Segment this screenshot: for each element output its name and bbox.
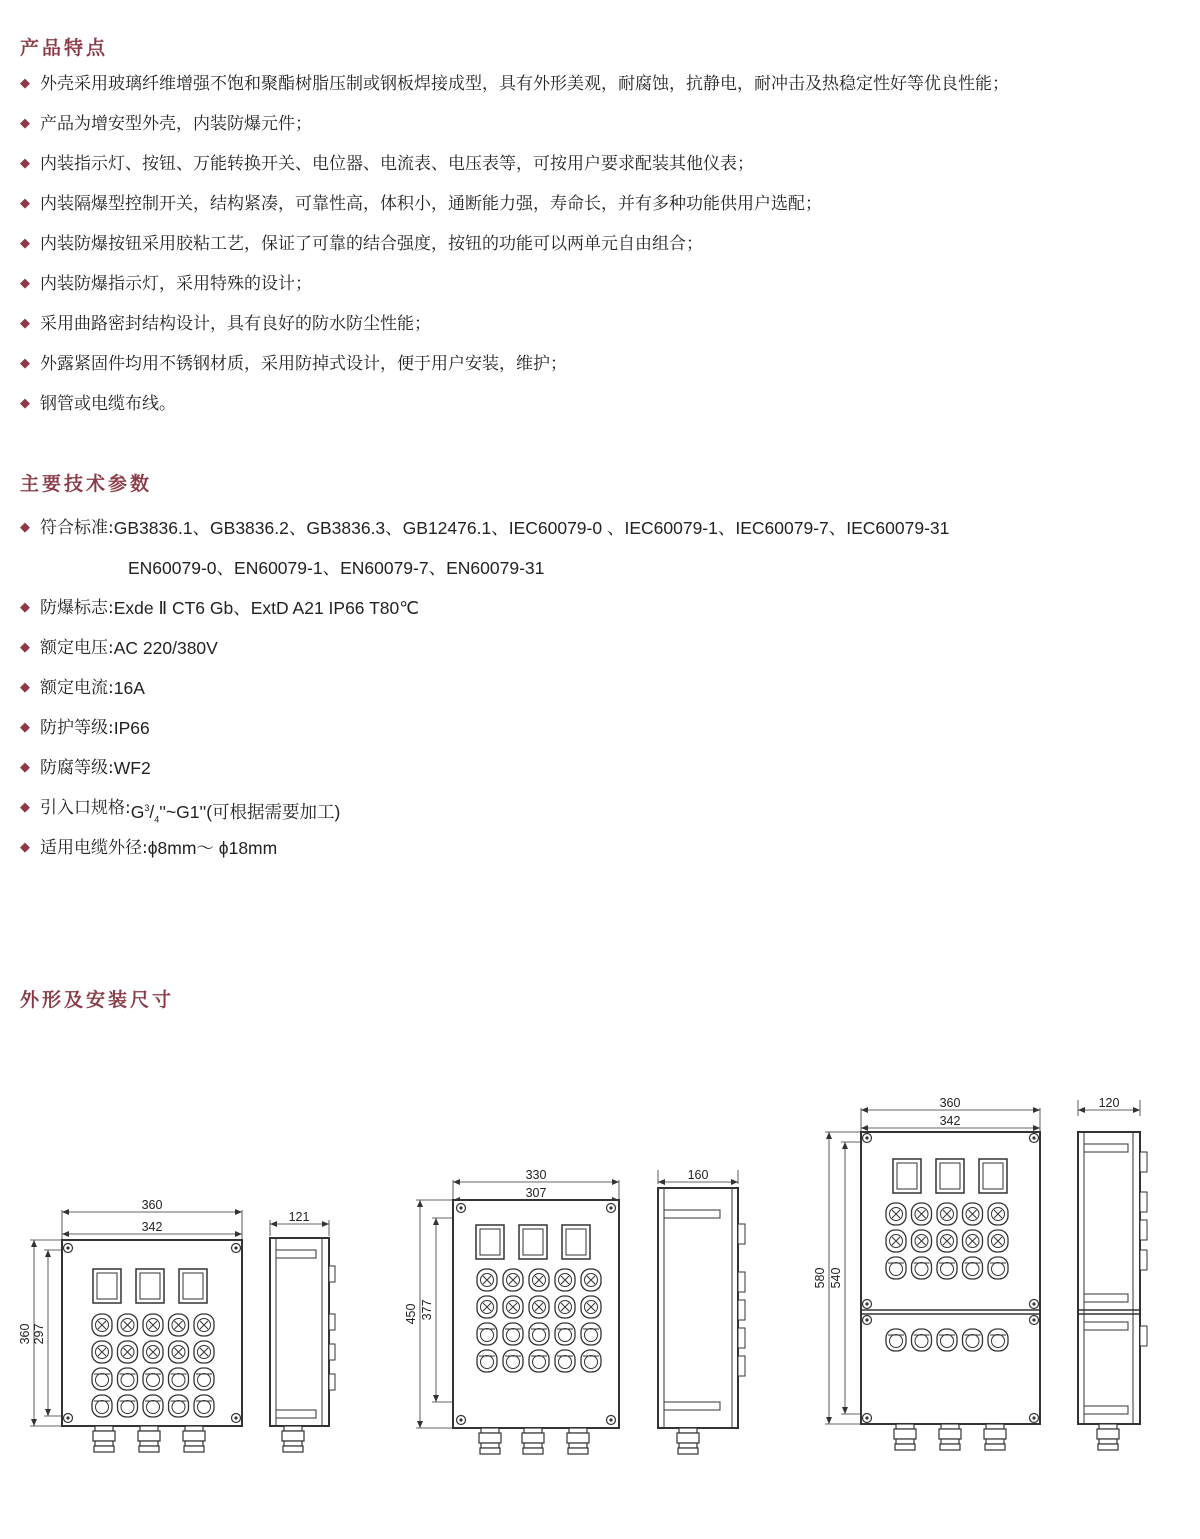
push-button-icon: [963, 1329, 983, 1351]
diamond-bullet-icon: ◆: [20, 196, 30, 211]
selector-button-icon: [118, 1314, 138, 1336]
push-button-icon: [118, 1368, 138, 1390]
selector-button-icon: [963, 1230, 983, 1252]
selector-button-icon: [143, 1314, 163, 1336]
list-item: ◆ 引入口规格: $G^3/_4''\sim G1''$(可根据需要加工): [20, 794, 1195, 834]
push-button-icon: [503, 1350, 523, 1372]
list-item: ◆ 适用电缆外径: ϕ8mm～ ϕ18mm: [20, 834, 1195, 874]
list-item: ◆ 外露紧固件均用不锈钢材质，采用防掉式设计，便于用户安装，维护；: [20, 350, 1195, 390]
selector-button-icon: [581, 1296, 601, 1318]
selector-button-icon: [912, 1230, 932, 1252]
push-button-icon: [988, 1257, 1008, 1279]
diamond-bullet-icon: ◆: [20, 316, 30, 331]
cable-gland-icon: [894, 1424, 916, 1450]
drawing-2-side-view: [658, 1168, 745, 1454]
push-button-icon: [555, 1350, 575, 1372]
push-button-icon: [169, 1395, 189, 1417]
screw-icon: [232, 1244, 241, 1253]
diamond-bullet-icon: ◆: [20, 276, 30, 291]
features-heading: 产品特点: [20, 37, 109, 59]
list-item: ◆ 产品为增安型外壳，内装防爆元件；: [20, 110, 1195, 150]
push-button-icon: [581, 1350, 601, 1372]
selector-button-icon: [988, 1203, 1008, 1225]
cable-gland-icon: [282, 1426, 304, 1452]
indicator-lamp-icon: [476, 1225, 504, 1259]
diamond-bullet-icon: ◆: [20, 156, 30, 171]
cable-gland-icon: [138, 1426, 160, 1452]
push-button-icon: [886, 1257, 906, 1279]
selector-button-icon: [503, 1296, 523, 1318]
drawing-3-side-view: [1078, 1096, 1147, 1450]
push-button-icon: [912, 1329, 932, 1351]
cable-gland-icon: [1097, 1424, 1119, 1450]
diamond-bullet-icon: ◆: [20, 760, 30, 775]
screw-icon: [64, 1414, 73, 1423]
dimension-label: 580: [813, 1267, 827, 1289]
push-button-icon: [503, 1323, 523, 1345]
screw-icon: [863, 1414, 872, 1423]
selector-button-icon: [886, 1203, 906, 1225]
push-button-icon: [92, 1395, 112, 1417]
push-button-icon: [529, 1350, 549, 1372]
screw-icon: [607, 1204, 616, 1213]
diamond-bullet-icon: ◆: [20, 800, 30, 815]
selector-button-icon: [143, 1341, 163, 1363]
screw-icon: [863, 1316, 872, 1325]
dimension-label: 360: [141, 1198, 163, 1212]
dimension-label: 342: [141, 1220, 163, 1234]
selector-button-icon: [118, 1341, 138, 1363]
dimension-label: 342: [939, 1114, 961, 1128]
selector-button-icon: [529, 1269, 549, 1291]
push-button-icon: [477, 1350, 497, 1372]
diamond-bullet-icon: ◆: [20, 840, 30, 855]
list-item: ◆ 防爆标志: Exde Ⅱ CT6 Gb、ExtD A21 IP66 T80℃: [20, 594, 1195, 634]
cable-gland-icon: [677, 1428, 699, 1454]
drawing-1-side-view: [270, 1210, 335, 1452]
dimension-label: 120: [1098, 1096, 1120, 1110]
list-item: ◆ 内装隔爆型控制开关，结构紧凑，可靠性高，体积小，通断能力强，寿命长，并有多种功能供用户选配；: [20, 190, 1195, 230]
cable-gland-icon: [984, 1424, 1006, 1450]
diamond-bullet-icon: ◆: [20, 640, 30, 655]
indicator-lamp-icon: [562, 1225, 590, 1259]
selector-button-icon: [503, 1269, 523, 1291]
selector-button-icon: [555, 1296, 575, 1318]
indicator-lamp-icon: [979, 1159, 1007, 1193]
specs-list: [20, 514, 1195, 874]
selector-button-icon: [912, 1203, 932, 1225]
selector-button-icon: [169, 1341, 189, 1363]
selector-button-icon: [555, 1269, 575, 1291]
push-button-icon: [529, 1323, 549, 1345]
dimension-label: 297: [32, 1323, 46, 1345]
diamond-bullet-icon: ◆: [20, 356, 30, 371]
screw-icon: [1030, 1300, 1039, 1309]
enclosure-side: [270, 1238, 329, 1426]
list-item: ◆ 外壳采用玻璃纤维增强不饱和聚酯树脂压制或钢板焊接成型，具有外形美观，耐腐蚀，抗静电，耐冲击及热稳定性好等优良性能；: [20, 70, 1195, 110]
list-item: ◆ 采用曲路密封结构设计，具有良好的防水防尘性能；: [20, 310, 1195, 350]
push-button-icon: [963, 1257, 983, 1279]
dimensions-heading: 外形及安装尺寸: [20, 989, 175, 1011]
list-item: ◆ 防护等级: IP66: [20, 714, 1195, 754]
cable-gland-icon: [93, 1426, 115, 1452]
dimension-label: 160: [687, 1168, 709, 1182]
push-button-icon: [555, 1323, 575, 1345]
push-button-icon: [143, 1395, 163, 1417]
push-button-icon: [477, 1323, 497, 1345]
cable-gland-icon: [522, 1428, 544, 1454]
push-button-icon: [194, 1368, 214, 1390]
dimension-label: 540: [829, 1267, 843, 1289]
screw-icon: [863, 1300, 872, 1309]
dimension-label: 360: [939, 1096, 961, 1110]
dimension-label: 121: [288, 1210, 310, 1224]
list-item: ◆ 额定电流: 16A: [20, 674, 1195, 714]
indicator-lamp-icon: [93, 1269, 121, 1303]
indicator-lamp-icon: [936, 1159, 964, 1193]
diamond-bullet-icon: ◆: [20, 680, 30, 695]
push-button-icon: [143, 1368, 163, 1390]
push-button-icon: [581, 1323, 601, 1345]
push-button-icon: [988, 1329, 1008, 1351]
list-item: ◆ 内装指示灯、按钮、万能转换开关、电位器、电流表、电压表等，可按用户要求配装其他仪表；: [20, 150, 1195, 190]
screw-icon: [232, 1414, 241, 1423]
selector-button-icon: [92, 1341, 112, 1363]
push-button-icon: [937, 1257, 957, 1279]
dimension-label: 450: [404, 1303, 418, 1325]
list-item-continuation: EN60079-0、EN60079-1、EN60079-7、EN60079-31: [128, 558, 545, 578]
enclosure-side: [1078, 1132, 1140, 1424]
list-item: ◆ 内装防爆指示灯，采用特殊的设计；: [20, 270, 1195, 310]
cable-gland-icon: [183, 1426, 205, 1452]
dimension-label: 307: [525, 1186, 547, 1200]
list-item: ◆ 额定电压: AC 220/380V: [20, 634, 1195, 674]
screw-icon: [1030, 1414, 1039, 1423]
specs-heading: 主要技术参数: [20, 473, 153, 495]
diamond-bullet-icon: ◆: [20, 116, 30, 131]
dimension-label: 330: [525, 1168, 547, 1182]
features-list: [20, 70, 1195, 430]
enclosure-side: [658, 1188, 738, 1428]
diamond-bullet-icon: ◆: [20, 396, 30, 411]
screw-icon: [1030, 1134, 1039, 1143]
selector-button-icon: [937, 1230, 957, 1252]
selector-button-icon: [194, 1314, 214, 1336]
screw-icon: [457, 1416, 466, 1425]
diamond-bullet-icon: ◆: [20, 76, 30, 91]
selector-button-icon: [169, 1314, 189, 1336]
selector-button-icon: [963, 1203, 983, 1225]
cable-gland-icon: [939, 1424, 961, 1450]
push-button-icon: [169, 1368, 189, 1390]
selector-button-icon: [477, 1269, 497, 1291]
selector-button-icon: [529, 1296, 549, 1318]
diamond-bullet-icon: ◆: [20, 720, 30, 735]
indicator-lamp-icon: [519, 1225, 547, 1259]
drawing-1-front-view: [18, 1198, 242, 1452]
diamond-bullet-icon: ◆: [20, 600, 30, 615]
selector-button-icon: [988, 1230, 1008, 1252]
indicator-lamp-icon: [179, 1269, 207, 1303]
drawing-2-front-view: [404, 1168, 619, 1454]
push-button-icon: [937, 1329, 957, 1351]
diamond-bullet-icon: ◆: [20, 520, 30, 535]
selector-button-icon: [477, 1296, 497, 1318]
screw-icon: [1030, 1316, 1039, 1325]
cable-gland-icon: [567, 1428, 589, 1454]
selector-button-icon: [92, 1314, 112, 1336]
push-button-icon: [912, 1257, 932, 1279]
list-item: ◆ 符合标准: GB3836.1、GB3836.2、GB3836.3、GB12476.1、IEC60079-0 、IEC60079-1、IEC60079-7、IEC60079-31: [20, 514, 1195, 554]
cable-gland-icon: [479, 1428, 501, 1454]
indicator-lamp-icon: [893, 1159, 921, 1193]
selector-button-icon: [581, 1269, 601, 1291]
dimension-label: 377: [420, 1299, 434, 1321]
dimension-label: 360: [18, 1323, 32, 1345]
push-button-icon: [118, 1395, 138, 1417]
dimension-drawings: [0, 1060, 1200, 1480]
push-button-icon: [92, 1368, 112, 1390]
screw-icon: [64, 1244, 73, 1253]
selector-button-icon: [886, 1230, 906, 1252]
screw-icon: [457, 1204, 466, 1213]
push-button-icon: [886, 1329, 906, 1351]
indicator-lamp-icon: [136, 1269, 164, 1303]
selector-button-icon: [194, 1341, 214, 1363]
diamond-bullet-icon: ◆: [20, 236, 30, 251]
screw-icon: [863, 1134, 872, 1143]
screw-icon: [607, 1416, 616, 1425]
drawing-3-front-view: [813, 1096, 1040, 1450]
list-item: ◆ 防腐等级: WF2: [20, 754, 1195, 794]
selector-button-icon: [937, 1203, 957, 1225]
push-button-icon: [194, 1395, 214, 1417]
list-item: ◆ 钢管或电缆布线。: [20, 390, 1195, 430]
list-item: ◆ 内装防爆按钮采用胶粘工艺，保证了可靠的结合强度，按钮的功能可以两单元自由组合；: [20, 230, 1195, 270]
